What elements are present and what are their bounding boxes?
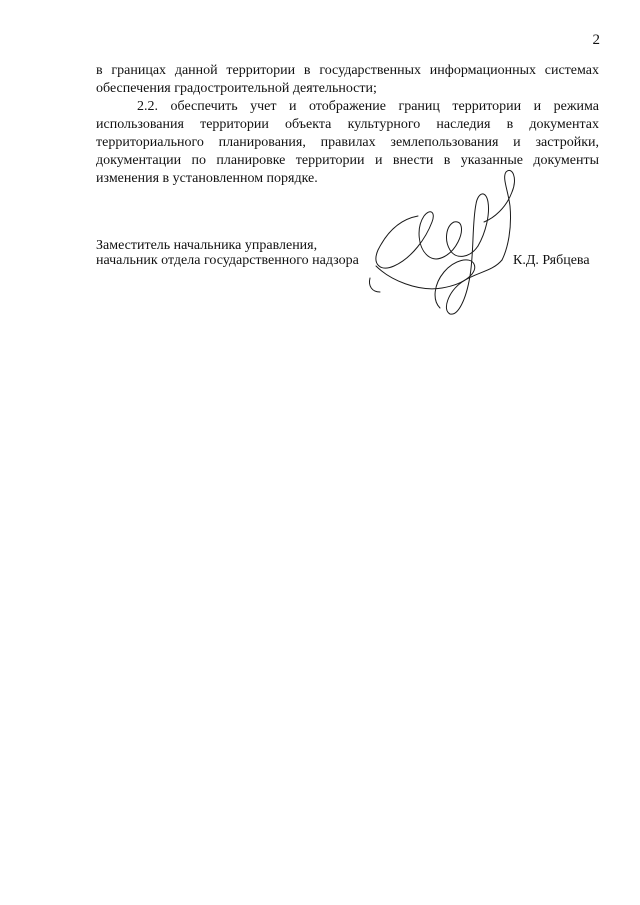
paragraph-item-2-2: 2.2. обеспечить учет и отображение границ территории и режима использования территории объекта культурного наследия в документах территориального планирования, правилах землепользования и застройки, документации по планировке территории и внести в указанные документы изменения в установленном порядке. bbox=[96, 99, 599, 186]
page-number: 2 bbox=[592, 32, 600, 48]
signer-position-line-1: Заместитель начальника управления, bbox=[96, 238, 318, 253]
handwritten-signature bbox=[366, 168, 526, 318]
signer-name: К.Д. Рябцева bbox=[513, 253, 590, 268]
paragraph-continuation: в границах данной территории в государственных информационных системах обеспечения градостроительной деятельности; bbox=[96, 63, 599, 96]
signer-position-line-2: начальник отдела государственного надзора bbox=[96, 253, 359, 268]
